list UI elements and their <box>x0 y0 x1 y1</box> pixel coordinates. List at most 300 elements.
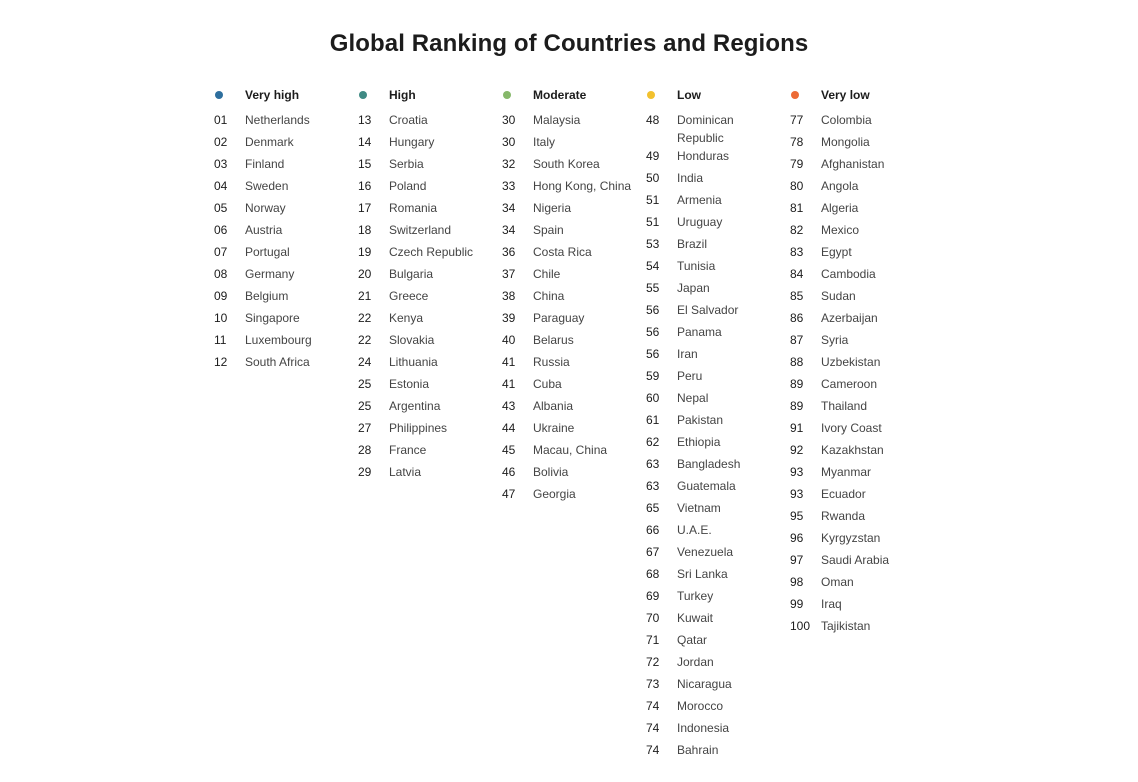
ranking-entry <box>358 331 502 353</box>
category-dot-icon <box>359 91 367 99</box>
rank-number: 78 <box>790 135 804 149</box>
category-label: Low <box>677 88 701 102</box>
country-name: Oman <box>821 575 854 589</box>
ranking-entry <box>214 133 358 155</box>
column-header-moderate <box>502 86 646 104</box>
country-name: Netherlands <box>245 113 310 127</box>
rank-number: 22 <box>358 311 372 325</box>
category-dot-icon <box>791 91 799 99</box>
country-name: Switzerland <box>389 223 452 237</box>
category-dot-icon <box>647 91 655 99</box>
ranking-entry <box>358 353 502 375</box>
country-name: U.A.E. <box>677 523 712 537</box>
ranking-entry <box>790 287 934 309</box>
country-name: Spain <box>533 223 564 237</box>
rank-number: 28 <box>358 443 372 457</box>
ranking-columns <box>214 86 934 763</box>
country-name: Cambodia <box>821 267 876 281</box>
column-header-low <box>646 86 790 104</box>
country-name: Macau, China <box>533 443 608 457</box>
country-name: France <box>389 443 427 457</box>
ranking-entry <box>214 353 358 375</box>
country-name: Azerbaijan <box>821 311 878 325</box>
ranking-entry <box>790 309 934 331</box>
rank-number: 30 <box>502 135 516 149</box>
ranking-entry <box>790 573 934 595</box>
ranking-entry <box>358 463 502 485</box>
ranking-entry <box>646 565 790 587</box>
ranking-entry <box>358 177 502 199</box>
rank-number: 32 <box>502 157 516 171</box>
country-name: Tunisia <box>677 259 716 273</box>
ranking-entry <box>646 301 790 323</box>
country-name: Philippines <box>389 421 448 435</box>
ranking-entry <box>790 397 934 419</box>
rank-number: 50 <box>646 171 660 185</box>
column-header-high <box>358 86 502 104</box>
country-name: Vietnam <box>677 501 721 515</box>
ranking-entry <box>790 507 934 529</box>
country-name: Costa Rica <box>533 245 592 259</box>
rank-number: 12 <box>214 355 228 369</box>
ranking-entry <box>646 587 790 609</box>
ranking-entry <box>646 433 790 455</box>
country-name: Croatia <box>389 113 428 127</box>
country-name: Kenya <box>389 311 424 325</box>
country-name: Venezuela <box>677 545 734 559</box>
rank-number: 49 <box>646 149 660 163</box>
rank-number: 09 <box>214 289 228 303</box>
category-dot-icon <box>215 91 223 99</box>
ranking-entry <box>502 309 646 331</box>
country-name: Belarus <box>533 333 574 347</box>
ranking-entry <box>790 177 934 199</box>
country-name: Iraq <box>821 597 842 611</box>
country-name: Bulgaria <box>389 267 434 281</box>
rank-number: 02 <box>214 135 228 149</box>
country-name: Jordan <box>677 655 714 669</box>
country-name: Thailand <box>821 399 868 413</box>
ranking-entry <box>214 111 358 133</box>
rank-number: 84 <box>790 267 804 281</box>
country-name: Tajikistan <box>821 619 871 633</box>
rank-number: 04 <box>214 179 228 193</box>
column-header-very-high <box>214 86 358 104</box>
rank-number: 87 <box>790 333 804 347</box>
rank-number: 40 <box>502 333 516 347</box>
country-name: Georgia <box>533 487 576 501</box>
ranking-entry <box>358 419 502 441</box>
country-name: Estonia <box>389 377 430 391</box>
country-name: Mongolia <box>821 135 870 149</box>
country-name: Egypt <box>821 245 852 259</box>
rank-number: 74 <box>646 743 660 757</box>
ranking-entry <box>790 331 934 353</box>
ranking-entry <box>790 243 934 265</box>
rank-number: 56 <box>646 303 660 317</box>
ranking-entry <box>358 155 502 177</box>
ranking-entry <box>502 221 646 243</box>
rank-number: 03 <box>214 157 228 171</box>
rank-number: 44 <box>502 421 516 435</box>
country-name: Portugal <box>245 245 290 259</box>
rank-number: 73 <box>646 677 660 691</box>
rank-number: 20 <box>358 267 372 281</box>
rank-number: 93 <box>790 487 804 501</box>
country-name: Denmark <box>245 135 294 149</box>
ranking-entry <box>502 111 646 133</box>
rank-number: 25 <box>358 399 372 413</box>
country-name: South Africa <box>245 355 310 369</box>
rank-number: 93 <box>790 465 804 479</box>
country-name: Romania <box>389 201 438 215</box>
country-name: Nicaragua <box>677 677 732 691</box>
ranking-entry <box>502 375 646 397</box>
ranking-entry <box>502 177 646 199</box>
rank-number: 92 <box>790 443 804 457</box>
ranking-entry <box>646 111 790 147</box>
ranking-entry <box>646 345 790 367</box>
ranking-entry <box>646 653 790 675</box>
column-low <box>646 86 790 763</box>
ranking-entry <box>358 221 502 243</box>
ranking-entry <box>502 397 646 419</box>
category-dot-icon <box>503 91 511 99</box>
category-label: Moderate <box>533 88 587 102</box>
ranking-entry <box>502 441 646 463</box>
rank-number: 53 <box>646 237 660 251</box>
column-very-low <box>790 86 934 763</box>
rank-number: 89 <box>790 377 804 391</box>
rank-number: 70 <box>646 611 660 625</box>
country-name: Pakistan <box>677 413 724 427</box>
rank-number: 37 <box>502 267 516 281</box>
country-name: China <box>533 289 565 303</box>
country-name: Serbia <box>389 157 424 171</box>
rank-number: 41 <box>502 377 516 391</box>
column-high <box>358 86 502 763</box>
country-name: Rwanda <box>821 509 866 523</box>
country-name: Albania <box>533 399 574 413</box>
ranking-entry <box>214 243 358 265</box>
rank-number: 71 <box>646 633 660 647</box>
country-name: Iran <box>677 347 698 361</box>
rank-number: 79 <box>790 157 804 171</box>
rank-number: 88 <box>790 355 804 369</box>
ranking-entry <box>358 243 502 265</box>
ranking-entry <box>646 257 790 279</box>
ranking-entry <box>358 199 502 221</box>
ranking-entry <box>358 375 502 397</box>
country-name: Finland <box>245 157 285 171</box>
ranking-entry <box>646 675 790 697</box>
country-name: Chile <box>533 267 561 281</box>
ranking-entry <box>790 551 934 573</box>
rank-number: 27 <box>358 421 372 435</box>
ranking-entry <box>502 243 646 265</box>
rank-number: 72 <box>646 655 660 669</box>
country-name: Germany <box>245 267 295 281</box>
category-label: High <box>389 88 416 102</box>
ranking-entry <box>646 279 790 301</box>
ranking-entry <box>646 631 790 653</box>
ranking-entry <box>646 147 790 169</box>
country-name: Malaysia <box>533 113 581 127</box>
rank-number: 47 <box>502 487 516 501</box>
ranking-entry <box>646 323 790 345</box>
country-name: Nepal <box>677 391 709 405</box>
country-name: Sri Lanka <box>677 567 728 581</box>
country-name: Slovakia <box>389 333 435 347</box>
country-name: Argentina <box>389 399 441 413</box>
ranking-entry <box>358 397 502 419</box>
ranking-entry <box>502 419 646 441</box>
rank-number: 82 <box>790 223 804 237</box>
ranking-entry <box>790 155 934 177</box>
country-name: El Salvador <box>677 303 739 317</box>
rank-number: 56 <box>646 347 660 361</box>
rank-number: 34 <box>502 223 516 237</box>
rank-number: 95 <box>790 509 804 523</box>
rank-number: 51 <box>646 215 660 229</box>
ranking-entry <box>646 477 790 499</box>
rank-number: 91 <box>790 421 804 435</box>
country-name: Qatar <box>677 633 708 647</box>
country-name: Italy <box>533 135 556 149</box>
page-title: Global Ranking of Countries and Regions <box>329 30 809 57</box>
rank-number: 21 <box>358 289 372 303</box>
ranking-entry <box>646 169 790 191</box>
country-name: Greece <box>389 289 429 303</box>
country-name: Guatemala <box>677 479 736 493</box>
rank-number: 05 <box>214 201 228 215</box>
country-name: India <box>677 171 704 185</box>
ranking-entry <box>790 485 934 507</box>
country-name: Singapore <box>245 311 300 325</box>
country-name: Czech Republic <box>389 245 474 259</box>
rank-number: 30 <box>502 113 516 127</box>
ranking-entry <box>646 389 790 411</box>
ranking-entry <box>358 309 502 331</box>
country-name: Hong Kong, China <box>533 179 632 193</box>
country-name: Brazil <box>677 237 708 251</box>
country-name: Angola <box>821 179 859 193</box>
rank-number: 63 <box>646 479 660 493</box>
rank-number: 07 <box>214 245 228 259</box>
country-name: Indonesia <box>677 721 730 735</box>
rank-number: 98 <box>790 575 804 589</box>
country-name: Uzbekistan <box>821 355 881 369</box>
country-name: Russia <box>533 355 570 369</box>
ranking-entry <box>646 367 790 389</box>
rank-number: 67 <box>646 545 660 559</box>
rank-number: 74 <box>646 721 660 735</box>
ranking-entry <box>790 199 934 221</box>
ranking-entry <box>646 235 790 257</box>
country-name: Algeria <box>821 201 859 215</box>
country-name: Kuwait <box>677 611 714 625</box>
ranking-entry <box>502 265 646 287</box>
rank-number: 24 <box>358 355 372 369</box>
rank-number: 97 <box>790 553 804 567</box>
ranking-entry <box>790 375 934 397</box>
rank-number: 56 <box>646 325 660 339</box>
ranking-entry <box>502 199 646 221</box>
rank-number: 08 <box>214 267 228 281</box>
ranking-entry <box>646 411 790 433</box>
rank-number: 11 <box>214 333 227 347</box>
country-name: Morocco <box>677 699 724 713</box>
country-name: Luxembourg <box>245 333 312 347</box>
category-label: Very high <box>245 88 300 102</box>
country-name: South Korea <box>533 157 600 171</box>
ranking-entry <box>214 199 358 221</box>
rank-number: 06 <box>214 223 228 237</box>
category-label: Very low <box>821 88 870 102</box>
rank-number: 48 <box>646 113 660 127</box>
ranking-entry <box>358 441 502 463</box>
ranking-entry <box>790 133 934 155</box>
ranking-entry <box>790 419 934 441</box>
ranking-entry <box>214 155 358 177</box>
rank-number: 83 <box>790 245 804 259</box>
ranking-entry <box>646 455 790 477</box>
country-name: Afghanistan <box>821 157 885 171</box>
country-name: Syria <box>821 333 849 347</box>
ranking-entry <box>790 441 934 463</box>
column-moderate <box>502 86 646 763</box>
rank-number: 39 <box>502 311 516 325</box>
rank-number: 25 <box>358 377 372 391</box>
country-name: Austria <box>245 223 283 237</box>
ranking-entry <box>790 353 934 375</box>
rank-number: 100 <box>790 619 811 633</box>
country-name: Peru <box>677 369 703 383</box>
ranking-entry <box>646 213 790 235</box>
ranking-entry <box>502 133 646 155</box>
rank-number: 43 <box>502 399 516 413</box>
rank-number: 17 <box>358 201 372 215</box>
rank-number: 19 <box>358 245 372 259</box>
country-name: Sudan <box>821 289 856 303</box>
ranking-entry <box>214 265 358 287</box>
ranking-entry <box>502 353 646 375</box>
country-name: Norway <box>245 201 286 215</box>
ranking-entry <box>358 287 502 309</box>
country-name: Lithuania <box>389 355 438 369</box>
rank-number: 80 <box>790 179 804 193</box>
country-name: Colombia <box>821 113 872 127</box>
country-name: Myanmar <box>821 465 872 479</box>
rank-number: 89 <box>790 399 804 413</box>
rank-number: 15 <box>358 157 372 171</box>
rank-number: 62 <box>646 435 660 449</box>
ranking-entry <box>646 543 790 565</box>
country-name: Dominican Republic <box>677 113 734 145</box>
country-name: Cameroon <box>821 377 878 391</box>
country-name: Mexico <box>821 223 860 237</box>
country-name: Nigeria <box>533 201 572 215</box>
ranking-entry <box>646 191 790 213</box>
country-name: Honduras <box>677 149 730 163</box>
ranking-entry <box>646 697 790 719</box>
ranking-entry <box>214 177 358 199</box>
ranking-entry <box>646 499 790 521</box>
rank-number: 66 <box>646 523 660 537</box>
rank-number: 63 <box>646 457 660 471</box>
ranking-entry <box>214 221 358 243</box>
column-very-high <box>214 86 358 763</box>
ranking-entry <box>790 111 934 133</box>
ranking-entry <box>214 287 358 309</box>
rank-number: 68 <box>646 567 660 581</box>
rank-number: 54 <box>646 259 660 273</box>
country-name: Poland <box>389 179 427 193</box>
rank-number: 61 <box>646 413 660 427</box>
rank-number: 41 <box>502 355 516 369</box>
rank-number: 60 <box>646 391 660 405</box>
rank-number: 29 <box>358 465 372 479</box>
ranking-entry <box>502 485 646 507</box>
rank-number: 38 <box>502 289 516 303</box>
country-name: Kazakhstan <box>821 443 884 457</box>
rank-number: 18 <box>358 223 372 237</box>
rank-number: 01 <box>214 113 228 127</box>
rank-number: 86 <box>790 311 804 325</box>
ranking-entry <box>502 463 646 485</box>
country-name: Uruguay <box>677 215 723 229</box>
rank-number: 59 <box>646 369 660 383</box>
ranking-entry <box>502 155 646 177</box>
country-name: Ivory Coast <box>821 421 882 435</box>
ranking-entry <box>358 111 502 133</box>
country-name: Panama <box>677 325 722 339</box>
country-name: Latvia <box>389 465 422 479</box>
country-name: Belgium <box>245 289 289 303</box>
rank-number: 36 <box>502 245 516 259</box>
ranking-entry <box>790 221 934 243</box>
ranking-entry <box>646 741 790 763</box>
ranking-entry <box>790 529 934 551</box>
rank-number: 46 <box>502 465 516 479</box>
ranking-entry <box>502 331 646 353</box>
country-name: Ukraine <box>533 421 575 435</box>
rank-number: 22 <box>358 333 372 347</box>
ranking-entry <box>214 309 358 331</box>
rank-number: 55 <box>646 281 660 295</box>
country-name: Japan <box>677 281 710 295</box>
country-name: Armenia <box>677 193 722 207</box>
country-name: Bolivia <box>533 465 569 479</box>
ranking-entry <box>214 331 358 353</box>
country-name: Kyrgyzstan <box>821 531 881 545</box>
ranking-entry <box>790 463 934 485</box>
rank-number: 85 <box>790 289 804 303</box>
rank-number: 14 <box>358 135 372 149</box>
rank-number: 45 <box>502 443 516 457</box>
ranking-entry <box>358 133 502 155</box>
rank-number: 65 <box>646 501 660 515</box>
country-name: Bahrain <box>677 743 719 757</box>
country-name: Ecuador <box>821 487 866 501</box>
country-name: Ethiopia <box>677 435 721 449</box>
ranking-entry <box>646 521 790 543</box>
rank-number: 10 <box>214 311 228 325</box>
ranking-entry <box>646 609 790 631</box>
ranking-entry <box>790 265 934 287</box>
rank-number: 99 <box>790 597 804 611</box>
rank-number: 96 <box>790 531 804 545</box>
